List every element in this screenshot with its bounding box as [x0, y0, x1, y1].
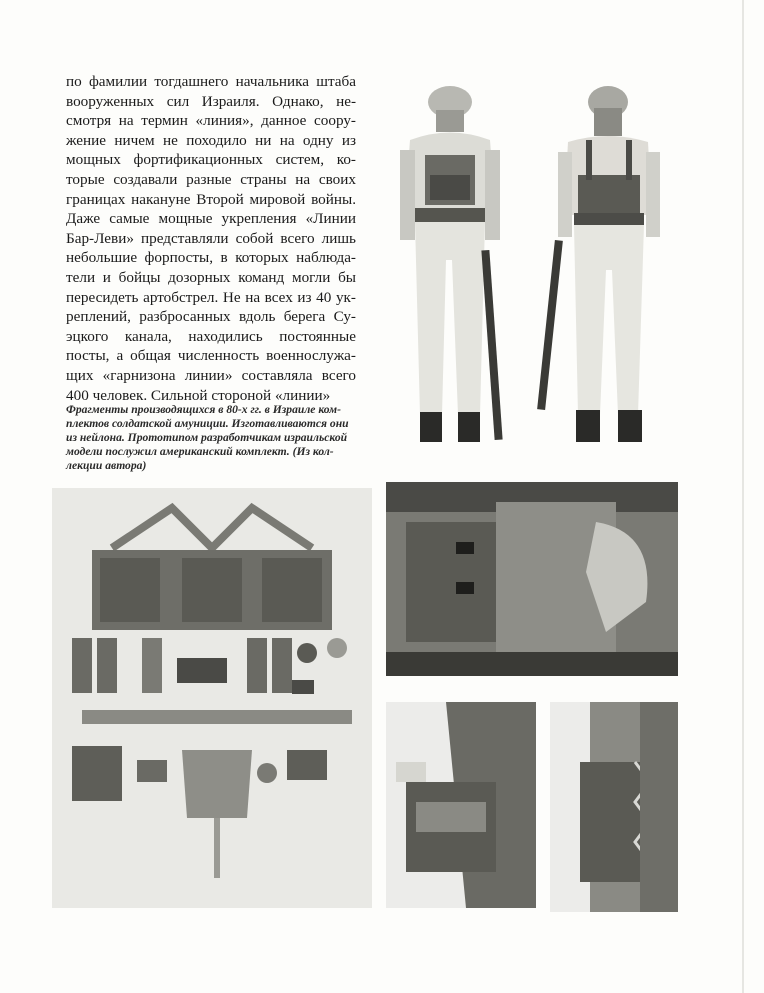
page-edge	[742, 0, 744, 993]
caption-line: лекции автора)	[66, 459, 147, 472]
body-line: тели и бойцы дозорных команд могли бы	[66, 268, 356, 286]
caption-line: модели послужил американский комплект. (Из кол-	[66, 445, 334, 458]
body-line: Даже самые мощные укрепления «Линии	[66, 210, 356, 228]
body-line: Бар-Леви» представляли собой всего лишь	[66, 229, 356, 247]
body-line: реплений, разбросанных вдоль берега Су-	[66, 308, 356, 326]
photo-caption	[66, 403, 366, 473]
body-line: вооруженных сил Израиля. Однако, не-	[66, 92, 356, 110]
body-line: небольшие форпосты, в которых наблюда-	[66, 249, 356, 267]
body-text	[66, 72, 356, 405]
body-line: по фамилии тогдашнего начальника штаба	[66, 73, 356, 90]
body-line: эцкого канала, находились постоянные	[66, 327, 356, 345]
body-line: пересидеть артобстрел. Не на всех из 40 ук-	[66, 288, 356, 306]
photo-soldiers	[380, 80, 680, 470]
body-line: границах накануне Второй мировой войны.	[66, 190, 356, 208]
body-line: мощных фортификационных систем, ко-	[66, 151, 356, 169]
body-line: щих «гарнизона линии» составляла всего	[66, 366, 356, 384]
body-line: посты, а общая численность военнослужа-	[66, 347, 356, 365]
body-line: жение ничем не походило ни на одну из	[66, 131, 356, 149]
photo-belt-pouch	[386, 702, 536, 908]
caption-line: плектов солдатской амуниции. Изготавливаются они	[66, 417, 349, 430]
body-line: смотря на термин «линия», данное соору-	[66, 112, 356, 130]
caption-line: из нейлона. Прототипом разработчикам израильской	[66, 431, 348, 444]
photo-pouch-closeup	[386, 482, 678, 676]
body-line: торые создавали разные страны на своих	[66, 170, 356, 188]
photo-pouch-lacing	[550, 702, 678, 912]
body-line: 400 человек. Сильной стороной «линии»	[66, 386, 331, 404]
photo-equipment-layout	[52, 488, 372, 908]
caption-line: Фрагменты производящихся в 80-х гг. в Израиле ком-	[66, 403, 341, 416]
